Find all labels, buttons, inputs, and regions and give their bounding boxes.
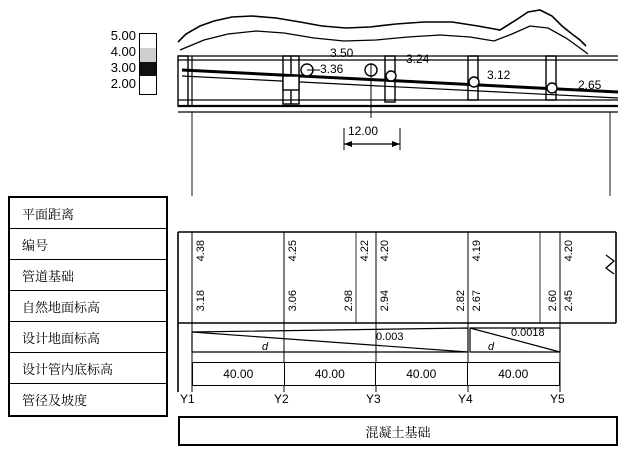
legend-tick-3: 2.00	[110, 76, 136, 91]
invert-elev-4: 2.82	[455, 290, 467, 312]
legend-tick-1: 4.00	[110, 44, 136, 59]
invert-elev-1: 3.06	[287, 290, 299, 312]
distance-cell-0: 40.00	[193, 363, 285, 385]
invert-elev-2: 2.98	[343, 290, 355, 312]
invert-elev-3: 2.94	[379, 290, 391, 312]
station-label-y2: Y2	[274, 392, 289, 406]
row-header-design-invert-elev: 设计管内底标高	[10, 353, 166, 384]
slope-symbol-1: d	[262, 341, 269, 353]
manhole-elev-label-2: 3.36	[320, 62, 344, 76]
distance-cell-3: 40.00	[498, 367, 529, 381]
span-dimension-label: 12.00	[348, 124, 379, 138]
station-label-y3: Y3	[366, 392, 381, 406]
manhole-elev-label-3: 3.24	[406, 52, 430, 66]
slope-value-2: 0.0018	[511, 327, 545, 339]
invert-elev-5: 2.67	[471, 290, 483, 312]
ground-elev-2: 4.22	[359, 240, 371, 262]
station-label-y5: Y5	[550, 392, 565, 406]
manhole-elev-label-5: 2.65	[578, 78, 602, 92]
ground-elev-1: 4.25	[287, 240, 299, 262]
legend-tick-2: 3.00	[110, 60, 136, 75]
invert-elev-7: 2.45	[563, 290, 575, 312]
ground-elev-5: 4.20	[563, 240, 575, 262]
row-header-natural-ground-elev: 自然地面标高	[10, 291, 166, 322]
row-header-pipe-base: 管道基础	[10, 260, 166, 291]
row-header-design-ground-elev: 设计地面标高	[10, 322, 166, 353]
station-label-y1: Y1	[180, 392, 195, 406]
invert-elev-6: 2.60	[547, 290, 559, 312]
ground-elev-3: 4.20	[379, 240, 391, 262]
plan-distance-row	[192, 362, 560, 386]
distance-cell-2: 40.00	[376, 363, 468, 385]
ground-elev-4: 4.19	[471, 240, 483, 262]
row-header-number: 编号	[10, 229, 166, 260]
row-header-diameter-slope: 管径及坡度	[22, 393, 88, 408]
slope-value-1: 0.003	[376, 331, 404, 343]
invert-elev-0: 3.18	[195, 290, 207, 312]
legend-tick-0: 5.00	[110, 28, 136, 43]
concrete-base-note: 混凝土基础	[178, 416, 618, 446]
distance-cell-1: 40.00	[285, 363, 377, 385]
slope-symbol-2: d	[488, 341, 495, 353]
ground-elev-0: 4.38	[195, 240, 207, 262]
manhole-elev-label-4: 3.12	[487, 68, 511, 82]
manhole-elev-label-1: 3.50	[330, 46, 354, 60]
row-header-plan-distance: 平面距离	[10, 198, 166, 229]
station-label-y4: Y4	[458, 392, 473, 406]
